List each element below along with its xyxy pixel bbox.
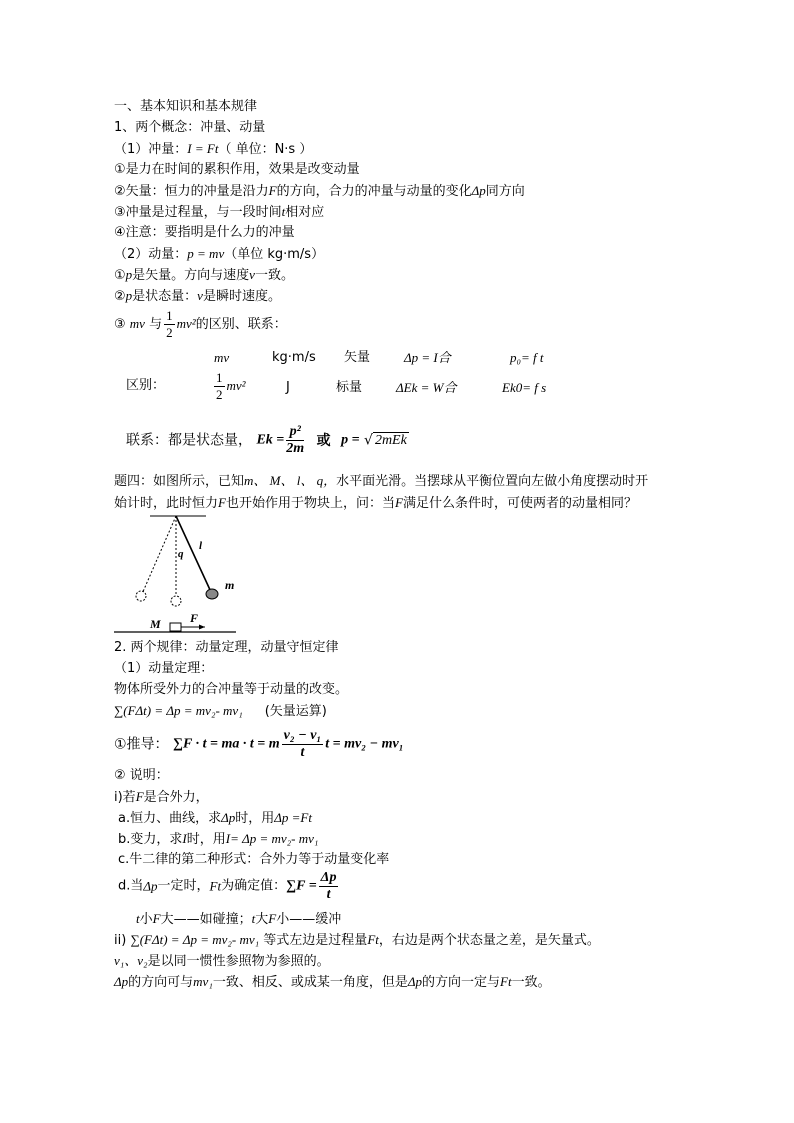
case-b-I: I (182, 831, 187, 846)
case-a-formula: Δp =Ft (274, 810, 312, 825)
pendulum-ball (206, 589, 218, 599)
case-i-a: i)若 (114, 790, 136, 805)
problem-line-1 (114, 473, 648, 490)
mass-m-label: m (225, 578, 235, 592)
case-d-3: 为确定值： (221, 878, 287, 894)
line-collision (136, 911, 341, 928)
length-label: l (199, 540, 203, 552)
reference-v1v2: v₁、v₂ (114, 953, 148, 968)
angle-label: q (178, 548, 184, 560)
problem-line-2 (114, 495, 637, 512)
line-case-a (118, 810, 312, 827)
force-label: F (190, 611, 199, 625)
impulse-point-2-dp: Δp (471, 183, 486, 198)
line-case-ii (114, 932, 600, 949)
case-d-num: Δp (320, 870, 337, 885)
collision-big2: 大 (255, 912, 269, 927)
impulse-point-4: ④注意：要指明是什么力的冲量 (114, 225, 295, 240)
relation-p: p = (341, 432, 360, 448)
derivation-num: v₂ − v₁ (283, 728, 322, 743)
momentum-p-1: p (125, 267, 133, 282)
table-r1-type: 矢量 (344, 350, 371, 365)
center-ghost-ball (171, 596, 181, 606)
impulse-point-1: ①是力在时间的累积作用，效果是改变动量 (114, 162, 360, 177)
case-i-F: F (135, 789, 144, 804)
explain-label: ② 说明： (114, 768, 169, 783)
collision-F1: F (152, 911, 161, 926)
relation-ek: Ek = (256, 432, 285, 448)
case-ii-1: 等式左边是过程量 (263, 933, 368, 948)
impulse-point-3a: ③冲量是过程量，与一段时间 (114, 205, 282, 220)
case-d-fraction (319, 870, 339, 903)
case-d-1: d.当 (118, 878, 144, 894)
theorem-statement: 物体所受外力的合冲量等于动量的改变。 (114, 682, 349, 697)
case-ii-formula: ∑(FΔt) = Δp = mv₂- mv₁ (130, 932, 260, 947)
table-half-fraction (214, 370, 225, 403)
impulse-formula: I = Ft (187, 141, 219, 156)
direction-Ft: Ft (500, 974, 512, 989)
momentum-formula: p = mv (187, 246, 225, 261)
derivation-line (114, 728, 404, 761)
case-a-2: 时，用 (235, 811, 275, 826)
line-direction (114, 974, 551, 991)
half-den: 2 (166, 325, 173, 340)
line-momentum-def (114, 246, 324, 263)
case-b-1: b.变力，求 (118, 832, 183, 847)
case-b-formula: I= Δp = mv₂- mv₁ (225, 831, 319, 846)
collision-text1: 大——如碰撞； (160, 912, 252, 927)
line-impulse-3 (114, 204, 324, 221)
line-impulse-1 (114, 162, 360, 178)
momentum-point-1b: 一致。 (254, 268, 294, 283)
line-impulse-4 (114, 225, 295, 241)
reference-text: 是以同一惯性参照物为参照的。 (147, 954, 330, 969)
impulse-point-3b: 相对应 (285, 205, 325, 220)
sqrt-sign: √ (364, 432, 373, 449)
circled-2: ② (114, 289, 126, 304)
collision-F2: F (268, 911, 277, 926)
impulse-point-2-F: F (268, 183, 277, 198)
problem-4-vars: m、 M、 l、 q， (244, 473, 337, 488)
line-momentum-2 (114, 288, 281, 305)
collision-text2: 小——缓冲 (276, 912, 342, 927)
problem-4b: 水平面光滑。当摆球从平衡位置向左做小角度摆动时开 (336, 474, 649, 489)
block (170, 623, 181, 631)
derivation-right: t = mv₂ − mv₁ (325, 736, 404, 752)
case-d-2: 一定时， (157, 878, 210, 894)
impulse-label: （1）冲量： (114, 142, 188, 157)
case-d-dp: Δp (143, 878, 158, 894)
direction-dp1: Δp (114, 974, 129, 989)
problem-4d: 也开始作用于物块上，问：当 (225, 496, 395, 511)
circled-3: ③ (114, 317, 126, 332)
line-reference-frame (114, 953, 330, 970)
line-impulse-def (114, 141, 312, 158)
section-title (114, 99, 257, 115)
problem-4a: 题四：如图所示，已知 (114, 474, 245, 489)
direction-2: 一致、相反、或成某一角度，但是 (212, 975, 408, 990)
momentum-v-1: v (249, 267, 255, 282)
table-r1-quantity: mv (214, 350, 230, 365)
momentum-p-2: p (125, 288, 133, 303)
line-explain (114, 768, 169, 784)
direction-mv1: mv₁ (193, 974, 213, 989)
table-half-num: 1 (216, 370, 223, 385)
mv2-term: mv² (176, 316, 196, 331)
case-ii-2: ，右边是两个状态量之差，是矢量式。 (378, 933, 600, 948)
mv-term: mv (129, 316, 145, 331)
impulse-point-3-t: t (281, 204, 286, 219)
line-theorem-title (114, 661, 213, 677)
table-r1-relation: Δp = I合 (404, 350, 451, 365)
left-dashed-string (142, 516, 176, 594)
line-case-c (118, 852, 389, 868)
theorem-title: （1）动量定理： (114, 661, 214, 676)
direction-1: 的方向可与 (128, 975, 194, 990)
relation-num: p² (286, 424, 304, 441)
line-case-i (114, 789, 209, 806)
impulse-point-2b: 的方向，合力的冲量与动量的变化 (276, 184, 472, 199)
derivation-fraction (282, 728, 324, 761)
line-theorem-formula (114, 703, 327, 720)
derivation-label: ①推导： (114, 736, 169, 753)
case-i-b: 是合外力， (143, 790, 209, 805)
case-d-sumF: ∑F = (286, 878, 317, 894)
force-arrowhead (199, 625, 205, 630)
table-r2-relation: ΔEk = W合 (396, 380, 457, 395)
momentum-v-2: v (197, 288, 203, 303)
relation-den: 2m (286, 441, 305, 456)
half-num: 1 (166, 308, 173, 323)
table-r2-type: 标量 (336, 380, 363, 395)
momentum-point-2a: 是状态量： (132, 289, 198, 304)
table-r2-quantity (212, 370, 246, 403)
relation-line (126, 424, 409, 457)
table-r1-unit: kg·m/s (272, 350, 316, 365)
relation-sqrt: 2mEk (374, 432, 407, 448)
direction-4: 一致。 (511, 975, 551, 990)
collision-t1: t (136, 911, 140, 926)
mass-M-label: M (150, 617, 161, 631)
derivation-den: t (300, 745, 305, 760)
relation-label: 联系：都是状态量， (126, 432, 252, 449)
table-r1-initial: p₀= f t (510, 350, 544, 365)
left-ghost-ball (136, 591, 146, 601)
line-momentum-3 (114, 308, 287, 341)
case-a-1: a.恒力、曲线，求 (118, 811, 222, 826)
problem-4e: 满足什么条件时，可使两者的动量相同？ (402, 496, 637, 511)
case-d-Ft: Ft (209, 878, 222, 894)
line-theorem-statement (114, 682, 348, 698)
momentum-unit: （单位 kg·m/s） (224, 247, 325, 262)
relation-fraction (286, 424, 304, 457)
collision-small1: 小 (139, 912, 153, 927)
impulse-point-2a: ②矢量：恒力的冲量是沿力 (114, 184, 269, 199)
theorem-vector-note: (矢量运算) (264, 704, 327, 719)
table-label: 区别： (126, 378, 166, 393)
line-impulse-2 (114, 183, 525, 200)
line-two-laws (114, 640, 339, 656)
two-laws-text: 2. 两个规律：动量定理，动量守恒定律 (114, 640, 339, 655)
impulse-unit: （ 单位：N·s ） (218, 142, 313, 157)
collision-t2: t (251, 911, 256, 926)
and-word: 与 (149, 317, 163, 332)
theorem-formula: ∑(FΔt) = Δp = mv₂- mv₁ (114, 703, 243, 718)
problem-4c: 始计时，此时恒力 (114, 496, 219, 511)
table-r2-unit: J (286, 380, 290, 395)
impulse-point-2c: 同方向 (485, 184, 525, 199)
line-case-d (118, 870, 340, 903)
case-c-text: c.牛二律的第二种形式：合外力等于动量变化率 (118, 852, 390, 867)
problem-4-F2: F (394, 495, 403, 510)
derivation-left: ∑F · t = ma · t = m (173, 736, 280, 752)
two-concepts-text: 1、两个概念：冲量、动量 (114, 120, 266, 135)
table-r2-initial: Ek0= f s (502, 380, 547, 395)
case-ii-Ft: Ft (367, 932, 379, 947)
case-b-2: 时，用 (186, 832, 226, 847)
case-ii-label: ii) (114, 933, 127, 948)
relation-or: 或 (316, 432, 331, 449)
pendulum-figure (110, 512, 240, 636)
momentum-point-2b: 是瞬时速度。 (202, 289, 281, 304)
direction-3: 的方向一定与 (422, 975, 501, 990)
line-two-concepts (114, 120, 265, 136)
momentum-label: （2）动量： (114, 247, 188, 262)
half-fraction (164, 308, 175, 341)
momentum-point-1a: 是矢量。方向与速度 (132, 268, 250, 283)
line-case-b (118, 831, 318, 848)
direction-dp2: Δp (407, 974, 422, 989)
section-title-text: 一、基本知识和基本规律 (114, 99, 258, 114)
case-a-dp: Δp (221, 810, 236, 825)
compare-text: 的区别、联系： (195, 317, 287, 332)
table-mv2: mv² (226, 378, 246, 393)
table-half-den: 2 (216, 387, 223, 402)
problem-4-F1: F (218, 495, 226, 510)
circled-1: ① (114, 268, 126, 283)
case-d-den: t (326, 887, 331, 902)
line-momentum-1 (114, 267, 294, 284)
